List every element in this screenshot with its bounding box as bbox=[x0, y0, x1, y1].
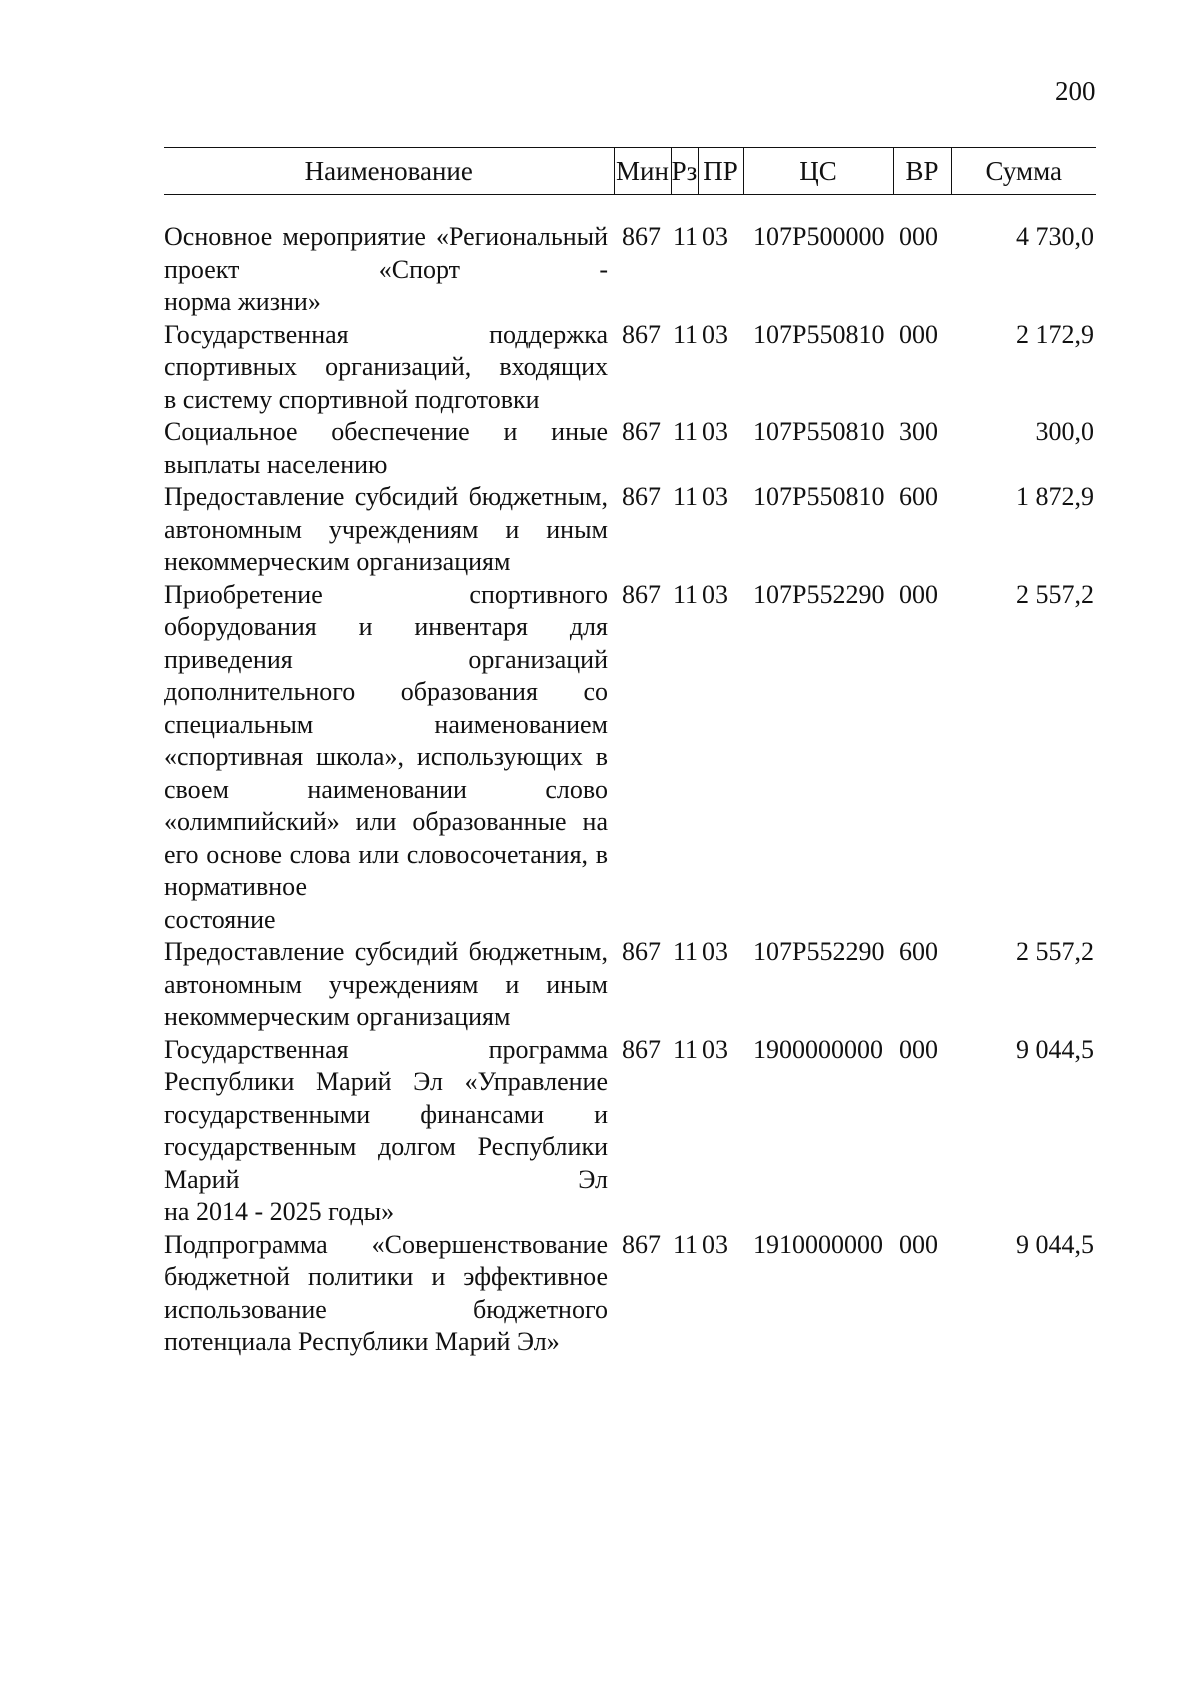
header-rz: Рз bbox=[671, 148, 698, 195]
row-name-line: учреждениям и иным bbox=[328, 514, 608, 544]
row-name-line: «спортивная школа», использующих bbox=[164, 742, 583, 771]
row-name-line: учреждениям и иным bbox=[328, 969, 608, 999]
row-name-line: дополнительного образования bbox=[164, 677, 538, 706]
row-pr: 03 bbox=[702, 417, 728, 446]
row-pr: 03 bbox=[702, 1229, 728, 1259]
row-cs: 107P550810 bbox=[753, 482, 885, 511]
table-row bbox=[164, 416, 1096, 481]
row-vr: 600 bbox=[899, 482, 938, 511]
row-name-line: для приведения организаций bbox=[164, 612, 608, 674]
row-sum: 1 872,9 bbox=[1016, 482, 1094, 511]
row-rz: 11 bbox=[673, 1229, 699, 1259]
row-cs: 1910000000 bbox=[753, 1229, 883, 1259]
budget-table-container bbox=[164, 147, 1096, 1359]
row-vr: 000 bbox=[899, 319, 938, 349]
row-name-line: состояние bbox=[164, 904, 276, 934]
row-min: 867 bbox=[622, 417, 661, 446]
row-name-line: спортивных организаций, входящих bbox=[164, 352, 608, 381]
row-name-line: в систему спортивной подготовки bbox=[164, 384, 540, 414]
row-min: 867 bbox=[622, 222, 661, 251]
table-row bbox=[164, 481, 1096, 579]
row-name-line: использование бюджетного bbox=[164, 1294, 608, 1324]
row-pr: 03 bbox=[702, 579, 728, 609]
row-sum: 2 557,2 bbox=[1016, 579, 1094, 609]
row-sum: 9 044,5 bbox=[1016, 1034, 1094, 1064]
row-name-line: Основное мероприятие bbox=[164, 222, 426, 251]
row-rz: 11 bbox=[673, 222, 699, 251]
row-cs: 107P550810 bbox=[753, 417, 885, 446]
row-pr: 03 bbox=[702, 222, 728, 251]
row-name-line: Предоставление субсидий bbox=[164, 937, 459, 966]
row-name-line: некоммерческим организациям bbox=[164, 1002, 511, 1031]
row-name-line: в своем наименовании слово bbox=[164, 742, 609, 804]
row-cs: 107P550810 bbox=[753, 319, 885, 349]
table-row bbox=[164, 319, 1096, 417]
row-name-line: государственным долгом bbox=[164, 1132, 456, 1161]
table-row bbox=[164, 1229, 1096, 1359]
row-name bbox=[164, 416, 614, 481]
table-body bbox=[164, 195, 1096, 1359]
row-name-line: бюджетным, автономным bbox=[164, 937, 608, 999]
row-name-line: Государственная поддержка bbox=[164, 319, 608, 349]
row-rz: 11 bbox=[673, 319, 699, 349]
row-name-line: словосочетания, в нормативное bbox=[164, 839, 608, 901]
row-name-line: норма жизни» bbox=[164, 287, 321, 316]
row-min: 867 bbox=[622, 579, 661, 609]
row-sum: 2 557,2 bbox=[1016, 937, 1094, 966]
row-cs: 107P552290 bbox=[753, 937, 885, 966]
header-sum: Сумма bbox=[951, 148, 1096, 195]
row-min: 867 bbox=[622, 1229, 661, 1259]
table-header-row bbox=[164, 148, 1096, 195]
header-vr: ВР bbox=[893, 148, 951, 195]
page-number: 200 bbox=[1055, 76, 1096, 106]
row-vr: 000 bbox=[899, 579, 938, 609]
row-name bbox=[164, 1229, 614, 1359]
row-min: 867 bbox=[622, 482, 661, 511]
header-name: Наименование bbox=[164, 148, 614, 195]
row-name-line: Подпрограмма «Совершенствование bbox=[164, 1229, 608, 1259]
budget-table bbox=[164, 147, 1096, 1359]
row-cs: 107P500000 bbox=[753, 222, 885, 251]
row-name-line: Республики Марий Эл bbox=[164, 1132, 608, 1194]
row-pr: 03 bbox=[702, 482, 728, 511]
row-name-line: бюджетным, автономным bbox=[164, 482, 608, 544]
row-pr: 03 bbox=[702, 937, 728, 966]
table-row bbox=[164, 221, 1096, 319]
row-rz: 11 bbox=[673, 482, 699, 511]
row-name-line: «Региональный проект «Спорт - bbox=[164, 222, 609, 284]
row-name bbox=[164, 319, 614, 417]
row-sum: 2 172,9 bbox=[1016, 319, 1094, 349]
table-row bbox=[164, 1034, 1096, 1229]
header-spacer-row bbox=[164, 195, 1096, 222]
row-sum: 300,0 bbox=[1035, 417, 1094, 446]
row-rz: 11 bbox=[673, 1034, 699, 1064]
row-name-line: Приобретение спортивного bbox=[164, 579, 608, 609]
row-sum: 9 044,5 bbox=[1016, 1229, 1094, 1259]
row-name-line: Государственная программа bbox=[164, 1034, 608, 1064]
row-pr: 03 bbox=[702, 1034, 728, 1064]
row-vr: 000 bbox=[899, 1034, 938, 1064]
row-name bbox=[164, 579, 614, 937]
row-name-line: оборудования и инвентаря bbox=[164, 612, 528, 641]
row-cs: 107P552290 bbox=[753, 579, 885, 609]
row-vr: 600 bbox=[899, 937, 938, 966]
row-sum: 4 730,0 bbox=[1016, 222, 1094, 251]
table-row bbox=[164, 936, 1096, 1034]
row-name-line: Республики Марий Эл «Управление bbox=[164, 1067, 608, 1096]
row-name bbox=[164, 1034, 614, 1229]
row-name-line: государственными финансами и bbox=[164, 1099, 608, 1129]
row-vr: 000 bbox=[899, 222, 938, 251]
row-min: 867 bbox=[622, 1034, 661, 1064]
row-min: 867 bbox=[622, 937, 661, 966]
row-cs: 1900000000 bbox=[753, 1034, 883, 1064]
row-rz: 11 bbox=[673, 937, 699, 966]
header-min: Мин bbox=[614, 148, 671, 195]
row-name bbox=[164, 936, 614, 1034]
row-name bbox=[164, 481, 614, 579]
row-name-line: Социальное обеспечение и иные bbox=[164, 417, 608, 446]
row-name-line: на его основе слова или bbox=[164, 807, 609, 869]
row-name-line: «олимпийский» или образованные bbox=[164, 807, 567, 836]
row-name-line: потенциала Республики Марий Эл» bbox=[164, 1327, 560, 1356]
row-name-line: на 2014 - 2025 годы» bbox=[164, 1197, 395, 1226]
row-rz: 11 bbox=[673, 579, 699, 609]
row-name-line: выплаты населению bbox=[164, 449, 388, 479]
row-min: 867 bbox=[622, 319, 661, 349]
row-vr: 000 bbox=[899, 1229, 938, 1259]
row-rz: 11 bbox=[673, 417, 699, 446]
row-pr: 03 bbox=[702, 319, 728, 349]
row-name-line: бюджетной политики и эффективное bbox=[164, 1262, 608, 1291]
row-name bbox=[164, 221, 614, 319]
row-name-line: со специальным наименованием bbox=[164, 677, 608, 739]
header-cs: ЦС bbox=[743, 148, 893, 195]
row-name-line: некоммерческим организациям bbox=[164, 547, 511, 576]
header-pr: ПР bbox=[698, 148, 743, 195]
table-row bbox=[164, 579, 1096, 937]
row-name-line: Предоставление субсидий bbox=[164, 482, 459, 511]
row-vr: 300 bbox=[899, 417, 938, 446]
